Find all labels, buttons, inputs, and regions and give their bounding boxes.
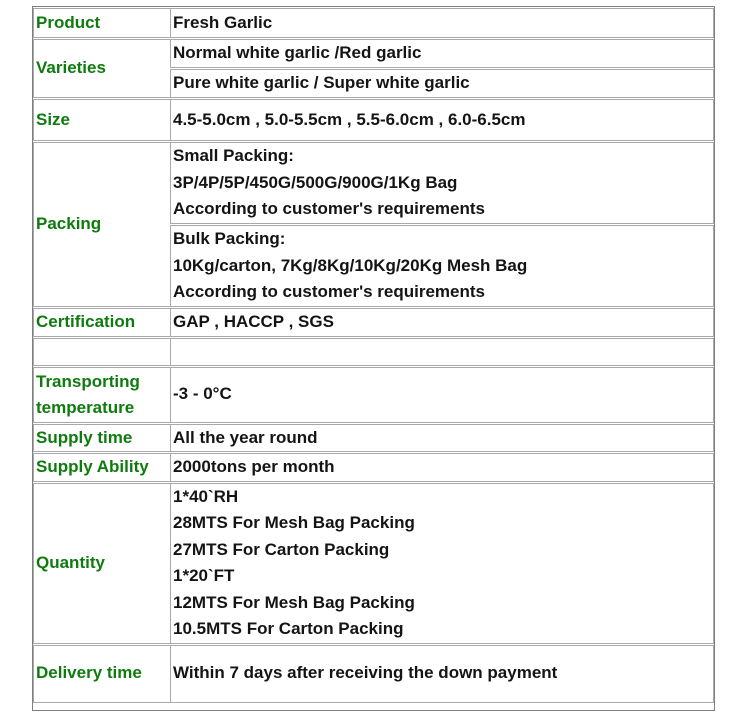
row-value-varieties-1: Normal white garlic /Red garlic (170, 39, 714, 68)
packing-bulk-line: Bulk Packing: (173, 229, 286, 249)
row-value-quantity (170, 483, 714, 644)
packing-small-line: According to customer's requirements (173, 199, 486, 219)
row-value-size: 4.5-5.0cm , 5.0-5.5cm , 5.5-6.0cm , 6.0-6.5cm (170, 99, 714, 141)
table-row (33, 338, 714, 366)
row-value-varieties-2: Pure white garlic / Super white garlic (170, 69, 714, 98)
table-row (33, 8, 714, 38)
table-row (33, 645, 714, 703)
product-spec-table (33, 7, 714, 704)
row-label-packing: Packing (33, 142, 170, 307)
quantity-line: 1*20`FT (173, 566, 235, 585)
row-label-transporting-temperature (33, 367, 170, 423)
table-row (33, 367, 714, 423)
row-label-supply-ability: Supply Ability (33, 453, 170, 482)
row-value-transporting-temperature: -3 - 0°C (170, 367, 714, 423)
quantity-line: 28MTS For Mesh Bag Packing (173, 513, 415, 532)
quantity-line: 10.5MTS For Carton Packing (173, 619, 404, 638)
table-row (33, 99, 714, 141)
packing-bulk-line: 10Kg/carton, 7Kg/8Kg/10Kg/20Kg Mesh Bag (173, 255, 528, 275)
row-label-size: Size (33, 99, 170, 141)
packing-bulk-line: According to customer's requirements (173, 282, 486, 302)
row-value-delivery-time: Within 7 days after receiving the down payment (170, 645, 714, 703)
quantity-line: 1*40`RH (173, 486, 239, 506)
table-row (33, 424, 714, 453)
row-label-empty (33, 338, 170, 366)
row-value-supply-time: All the year round (170, 424, 714, 453)
row-value-empty (170, 338, 714, 366)
table-row (33, 308, 714, 337)
label-line: temperature (36, 397, 135, 417)
row-label-quantity: Quantity (33, 483, 170, 644)
row-value-packing-small (170, 142, 714, 224)
quantity-line: 12MTS For Mesh Bag Packing (173, 592, 415, 612)
row-value-packing-bulk (170, 225, 714, 307)
row-value-supply-ability: 2000tons per month (170, 453, 714, 482)
table-row (33, 39, 714, 68)
packing-small-line: 3P/4P/5P/450G/500G/900G/1Kg Bag (173, 172, 458, 192)
table-row (33, 453, 714, 482)
row-value-product: Fresh Garlic (170, 8, 714, 38)
row-label-product: Product (33, 8, 170, 38)
row-label-varieties: Varieties (33, 39, 170, 98)
row-label-certification: Certification (33, 308, 170, 337)
table-row (33, 483, 714, 644)
row-label-supply-time: Supply time (33, 424, 170, 453)
row-value-certification: GAP , HACCP , SGS (170, 308, 714, 337)
quantity-line: 27MTS For Carton Packing (173, 539, 390, 559)
table-row (33, 142, 714, 224)
row-label-delivery-time: Delivery time (33, 645, 170, 703)
label-line: Transporting (36, 371, 140, 391)
packing-small-line: Small Packing: (173, 146, 294, 166)
